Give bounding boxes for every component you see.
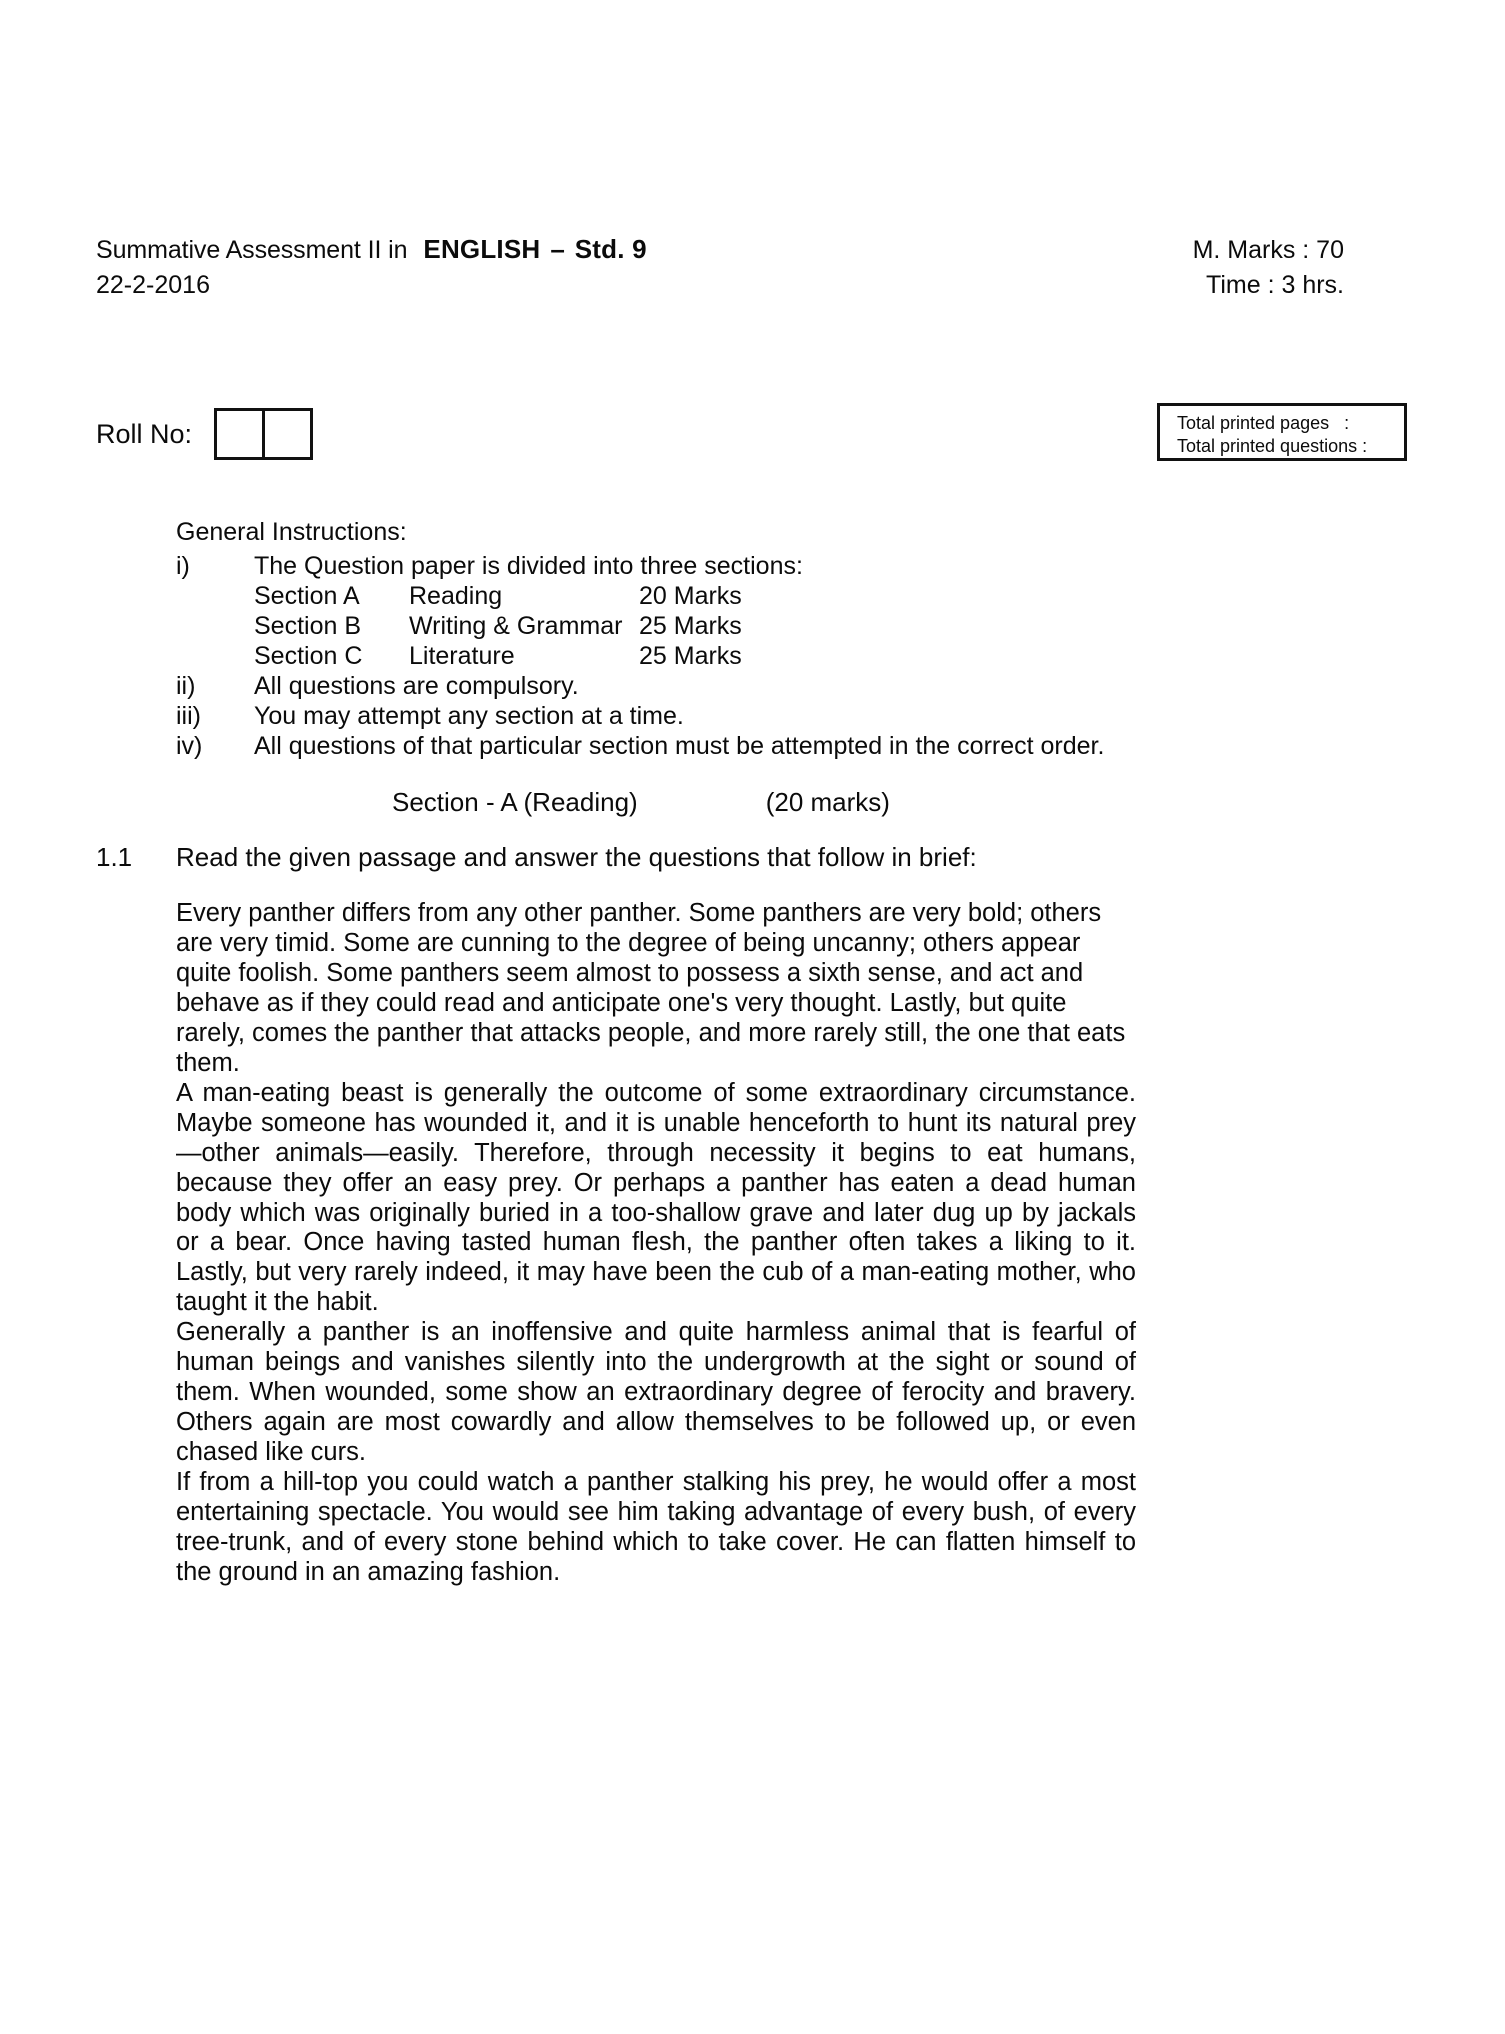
section-marks: 25 Marks: [639, 612, 742, 640]
instruction-item-i: [176, 551, 1416, 581]
instruction-item-ii: [176, 671, 1416, 701]
section-a-title: Section - A (Reading): [392, 787, 638, 817]
instructions-title: General Instructions:: [176, 518, 407, 546]
instruction-item-iii: [176, 701, 1416, 731]
instruction-text: All questions are compulsory.: [254, 672, 579, 700]
instruction-number: i): [176, 552, 190, 580]
max-marks: M. Marks : 70: [1192, 236, 1344, 264]
section-row-a: [176, 581, 1416, 611]
standard-label: Std. 9: [574, 234, 647, 264]
title-dash: –: [550, 234, 565, 264]
question-number: 1.1: [96, 842, 133, 872]
question-1-1: [96, 842, 1416, 873]
instruction-text: You may attempt any section at a time.: [254, 702, 684, 730]
instruction-number: iii): [176, 702, 201, 730]
printed-info-box: [1157, 403, 1407, 461]
section-row-c: [176, 641, 1416, 671]
header-title-row: [96, 232, 1416, 267]
total-printed-questions-label: Total printed questions :: [1177, 436, 1368, 457]
instruction-number: iv): [176, 732, 203, 760]
general-instructions: [96, 518, 1416, 1588]
instruction-item-iv: [176, 731, 1416, 761]
section-part: Literature: [409, 642, 515, 670]
section-a-marks: (20 marks): [765, 787, 890, 817]
section-marks: 25 Marks: [639, 642, 742, 670]
passage-paragraph: A man-eating beast is generally the outcome of some extraordinary circumstance. Maybe someone has wounded it, and it is unable henceforth to hunt its natural prey—other animals—easily. Therefore, through necessity it begins to eat humans, because they offer an easy prey. Or perhaps a panther has eaten a dead human body which was originally buried in a too-shallow grave and later dug up by jackals or a bear. Once having tasted human flesh, the panther often takes a liking to it. Lastly, but very rarely indeed, it may have been the cub of a man-eating mother, who taught it the habit.: [176, 1078, 1136, 1317]
reading-passage: [176, 899, 1136, 1588]
roll-no-label: Roll No:: [96, 418, 193, 449]
question-text: Read the given passage and answer the questions that follow in brief:: [176, 842, 977, 872]
section-marks: 20 Marks: [639, 582, 742, 610]
subject-label: ENGLISH: [423, 234, 541, 264]
roll-no-cell[interactable]: [217, 411, 265, 457]
instruction-text: All questions of that particular section must be attempted in the correct order.: [254, 732, 1105, 760]
section-part: Reading: [409, 582, 503, 610]
assessment-label: Summative Assessment II in: [96, 236, 408, 264]
passage-paragraph: If from a hill-top you could watch a panther stalking his prey, he would offer a most entertaining spectacle. You would see him taking advantage of every bush, of every tree-trunk, and of every stone behind which to take cover. He can flatten himself to the ground in an amazing fashion.: [176, 1468, 1136, 1586]
exam-date: 22-2-2016: [96, 271, 210, 299]
roll-no-field: [96, 408, 313, 460]
total-printed-pages-label: Total printed pages :: [1177, 413, 1350, 433]
instruction-number: ii): [176, 672, 196, 700]
section-name: Section C: [254, 642, 363, 670]
header-sub-row: [96, 267, 1416, 302]
section-part: Writing & Grammar: [409, 612, 623, 640]
exam-title: [96, 232, 647, 267]
section-name: Section A: [254, 582, 360, 610]
passage-paragraph: Generally a panther is an inoffensive and quite harmless animal that is fearful of human beings and vanishes silently into the undergrowth at the sight or sound of them. When wounded, some show an extraordinary degree of ferocity and bravery. Others again are most cowardly and allow themselves to be followed up, or even chased like curs.: [176, 1318, 1136, 1467]
section-name: Section B: [254, 612, 362, 640]
roll-no-grid[interactable]: [214, 408, 313, 460]
exam-duration: Time : 3 hrs.: [1206, 271, 1344, 299]
roll-no-cell[interactable]: [265, 411, 310, 457]
passage-paragraph: Every panther differs from any other panther. Some panthers are very bold; others are very timid. Some are cunning to the degree of being uncanny; others appear quite foolish. Some panthers seem almost to possess a sixth sense, and act and behave as if they could read and anticipate one's very thought. Lastly, but quite rarely, comes the panther that attacks people, and more rarely still, the one that eats them.: [176, 899, 1126, 1077]
instruction-text: The Question paper is divided into three sections:: [254, 552, 803, 580]
paper-header: [96, 232, 1416, 302]
section-row-b: [176, 611, 1416, 641]
section-a-banner: [96, 787, 1156, 818]
